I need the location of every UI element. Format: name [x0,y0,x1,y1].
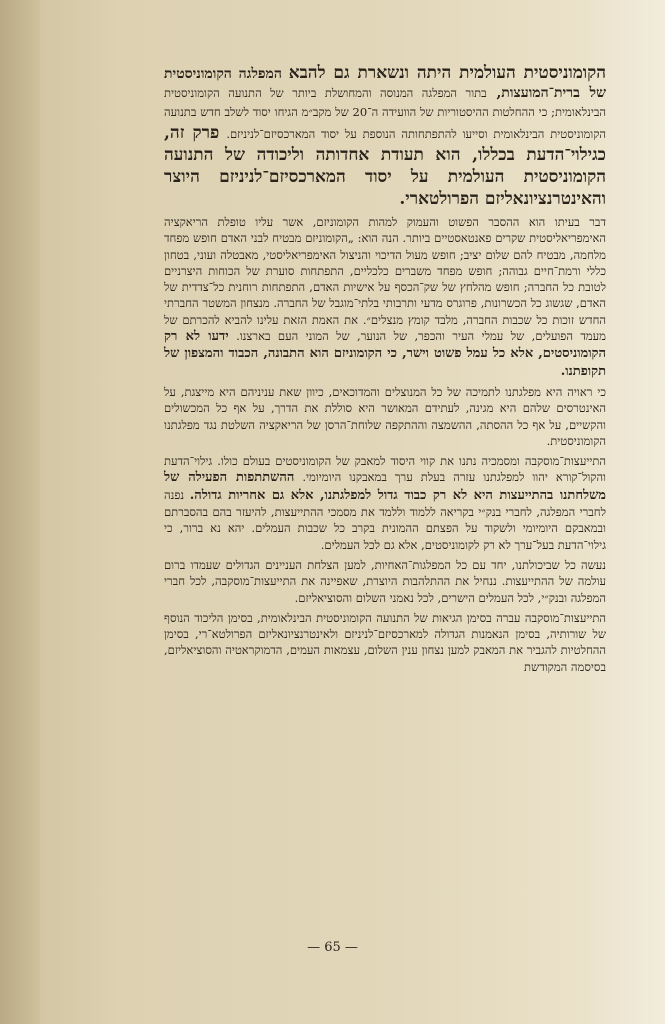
paragraph-communism-text: דבר בעיתו הוא ההסבר הפשוט והעמוק למהות הקומוניזם, אשר עליו טופלת הריאקציה האימפריאליסטית שקרים פאנטאסטיים ביותר. הנה הוא: „הקומוניזם מבטיח לבני האדם חופש מפחד מלחמה, מבטיח להם שלום יציב; חופש מעול הדיכוי והניצול האימפריאליסטי, מאבטלה ועוני, בטחון כללי ורמת־חיים גבוהה; חופש מפחד משברים כלכליים, התפתחות סוערת של הכוחות היצרניים לטובת כל החברה; חופש מהלחץ של שק־הכסף על אישיות האדם, התפתחות רוחנית כל־צדדית של האדם, שגשוג כל הכשרונות, פרוגרס מדעי ותרבותי בלתי־מוגבל של החברה. מנצחון המשטר החברתי החדש זוכות כל שכבות החברה, מלבד קומץ מנצלים״. את האמת הזאת עלינו להביא להכרתם של מעמד הפועלים, של עמלי העיר והכפר, של הנוער, של המוני העם בארצנו. [164,215,606,344]
intro-paragraph [164,62,606,210]
paragraph-communism [164,214,606,380]
paragraph-consultation-text-2: נפנה לחברי המפלגה, לחברי בנק״י בקריאה ללמוד וללמד את מסמכי ההתייעצות, להיעזר בהם בהסברתם ובמאבקם היומיומי ולשקוד על הפצתם ההמונית בקרב כל שכבות העמלים. יהא נא ברור, כי גילוי־הדעת בעל־ערך לא רק לקומוניסטים, אלא גם לכל העמלים. [164,487,606,552]
paragraph-closing-text: התייעצות־מוסקבה עברה בסימן הגיאות של התנועה הקומוניסטית הבינלאומית, בסימן הליכוד הנוסף של שורותיה, בסימן הנאמנות הגדולה למארכסיזם־לניניזם ולאינטרנציונאליזם הפרולטא־רי, בסימן ההחלטיות להגביר את המאבק למען נצחון ענין השלום, עצמאות העמים, הדמוקראטיה והסוציאליזם, בסיסמה המקודשת [164,610,606,674]
paragraph-effort [164,557,606,606]
paragraph-consultation-text: התייעצות־מוסקבה ומסמכיה נתנו את קווי היסוד למאבק של הקומוניסטים בעולם כולו. גילוי־הדעת והקול־קורא יהוו למפלגתנו עזרה בעלת ערך במאבקנו היומיומי. [164,454,606,485]
paragraph-effort-text: נעשה כל שביכולתנו, יחד עם כל המפלגות־האחיות, למען הצלחת העניינים הגדולים שעמדו ברום עולמה של ההתייעצות. ננחיל את ההתלהבות היוצרת, שאפיינה את התייעצות־מוסקבה, לכל חברי המפלגה ובנק״י, לכל העמלים הישרים, לכל נאמני השלום והסוציאליזם. [164,557,606,605]
paragraph-party [164,384,606,449]
paragraph-closing [164,610,606,675]
page-gutter [0,0,40,1024]
paragraph-party-text: כי ראויה היא מפלגתנו לתמיכה של כל המנוצלים והמדוכאים, כיוון שאת עניניהם היא מייצגת, על האינטרסים שלהם היא מגינה, לעתידם המאושר היא סוללת את הדרך, על אף כל המכשולים והקשיים, על אף כל ההסתה, ההשמצה וההתקפה שלוחת־הרסן של הריאקציה השלטת נגד מפלגתנו הקומוניסטית. [164,384,606,448]
paragraph-consultation-bold: ההשתתפות הפעילה של משלחתנו בהתייעצות היא לא רק כבוד גדול למפלגתנו, אלא גם אחריות גדולה. [164,470,606,503]
intro-line-1: הקומוניסטית העולמית היתה ונשארת גם להבא [288,63,606,83]
intro-line-2: המפלגה הקומוניסטית של ברית־המועצות, [164,66,606,101]
paragraph-communism-bold: ידעו לא רק הקומוניסטים, אלא כל עמל פשוט וישר, כי הקומוניזם הוא התבונה, הכבוד והמצפון של תקופתנו. [164,329,606,379]
paragraph-consultation [164,453,606,553]
page-number: — 65 — [307,940,358,955]
intro-body: בתור המפלגה המנוסה והמחושלת ביותר של התנועה הקומוניסטית הבינלאומית; כי ההחלטות ההיסטוריות של הוועידה ה־20 של מקב״מ הגיחו יסוד לשלב חדש בתנועה הקומוניסטית הבינלאומית וסייעו להתפתחותה הנוספת על יסוד המארכסיזם־לניניזם. [164,86,606,141]
text-column [164,62,606,679]
intro-bold-end: פרק זה, כגילוי־הדעת בכללו, הוא תעודת אחדותה וליכודה של התנועה הקומוניסטית העולמית על יסוד המארכסיזם־לניניזם היוצר והאינטרנציונאליזם הפרולטארי. [164,123,606,209]
